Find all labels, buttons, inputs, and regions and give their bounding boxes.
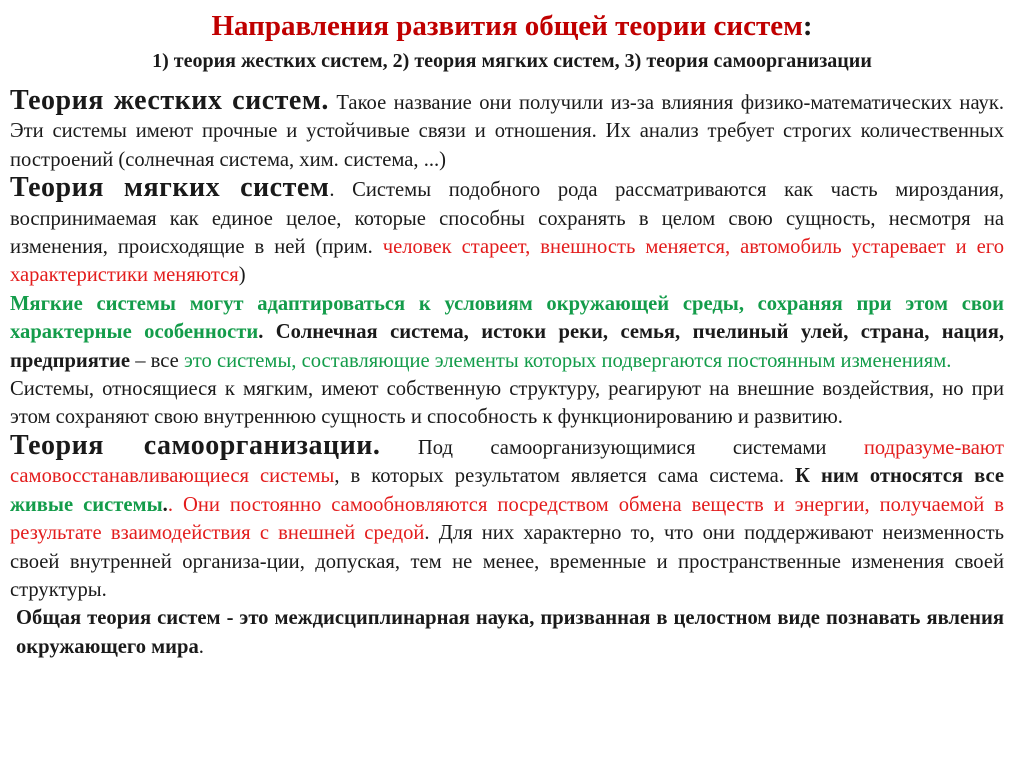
- soft-systems-text: Системы подобного рода рассматриваются как часть мироздания, воспринимаемая как единое целое, которые способны сохранять в целом свою сущность, несмотря на изменения, происходящие в ней (прим.: [10, 179, 1004, 259]
- slide-title-colon: :: [802, 10, 813, 42]
- self-org-text-3: Для них характерно то, что они поддерживают неизменность своей внутренней организа-ции, допуская, тем не менее, временные и пространственные изменения своей структуры.: [10, 522, 1004, 601]
- term-soft-systems: Теория мягких систем: [10, 172, 330, 204]
- soft-elements-change: это системы, составляющие элементы которых подвергаются постоянным изменениям.: [183, 349, 952, 372]
- general-theory-end-dot: .: [198, 635, 204, 658]
- paragraph-rigid-systems: [10, 87, 1004, 174]
- paragraph-self-organization: [10, 429, 1005, 604]
- paragraph-soft-adapt: [10, 290, 1004, 375]
- paragraph-soft-structure: Системы, относящиеся к мягким, имеют собственную структуру, реагируют на внешние воздействия, но при этом сохраняют свою внутреннюю сущность и способность к функционированию и развитию.: [10, 378, 1004, 429]
- slide-title-text: Направления развития общей теории систем: [211, 10, 803, 42]
- self-org-end-dot: .: [424, 522, 430, 545]
- term-self-organization: Теория самоорганизации.: [10, 429, 381, 461]
- slide-content: [10, 87, 1004, 661]
- soft-systems-close-paren: ): [238, 264, 246, 287]
- term-rigid-systems: Теория жестких систем.: [10, 85, 329, 116]
- paragraph-soft-systems: [10, 174, 1004, 290]
- self-org-red-1: подразуме-вают самовосстанавливающиеся системы: [10, 436, 1005, 488]
- soft-dash: – все: [130, 349, 184, 372]
- self-org-red-dot: .: [167, 493, 173, 516]
- soft-systems-examples: . Солнечная система, истоки реки, семья, пчелиный улей, страна, нация, предприятие: [10, 321, 1004, 372]
- paragraph-general-theory: [10, 604, 1004, 661]
- soft-systems-example: человек стареет, внешность меняется, автомобиль устаревает и его характеристики меняются: [10, 236, 1004, 287]
- self-org-red-2: Они постоянно самообновляются посредством обмена веществ и энергии, получаемой в результате взаимодействия с внешней средой: [10, 493, 1004, 545]
- self-org-bold-1: К ним относятся все: [795, 465, 1005, 488]
- self-org-bold-dot: .: [162, 493, 168, 516]
- general-theory-definition: Общая теория систем - это междисциплинарная наука, призванная в целостном виде познавать явления окружающего мира: [16, 607, 1004, 658]
- living-systems: живые системы: [10, 493, 163, 516]
- soft-adapt-statement: Мягкие системы могут адаптироваться к условиям окружающей среды, сохраняя при этом свои характерные особенности: [10, 292, 1004, 344]
- self-org-text-1: Под самоорганизующимися системами: [380, 436, 864, 459]
- slide-subtitle: 1) теория жестких систем, 2) теория мягких систем, 3) теория самоорганизации: [152, 50, 872, 72]
- soft-systems-term-dot: .: [329, 179, 335, 202]
- rigid-systems-text: Такое название они получили из-за влияния физико-математических наук. Эти системы имеют прочные и устойчивые связи и отношения. Их анализ требует строгих количественных построений (солнечная система, хим. система, ...): [10, 92, 1004, 171]
- self-org-text-2: , в которых результатом является сама система.: [334, 465, 784, 488]
- slide-title: [0, 9, 1024, 43]
